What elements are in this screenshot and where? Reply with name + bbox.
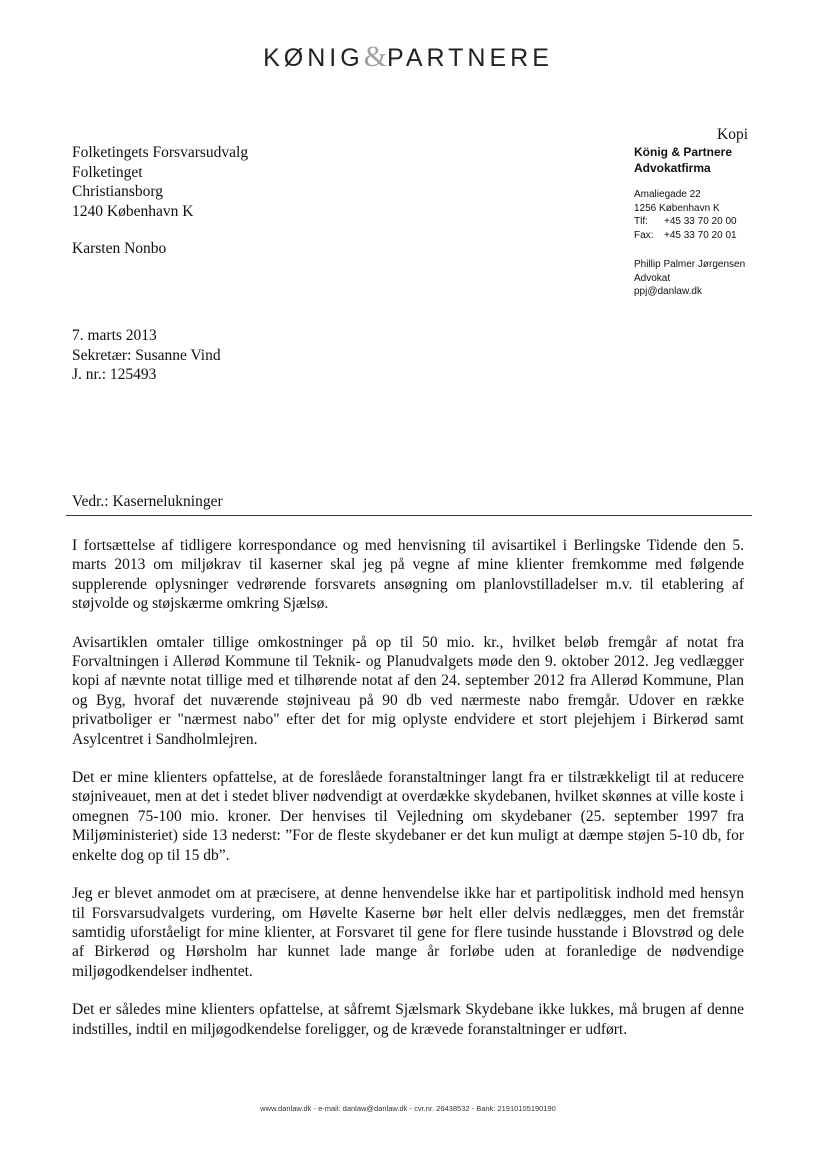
body-paragraph: Avisartiklen omtaler tillige omkostninger på op til 50 mio. kr., hvilket beløb fremgår af notat fra Forvaltningen i Allerød Kommune til Teknik- og Planudvalgets møde den 9. oktober 2012. Jeg vedlægger kopi af nævnte notat tillige med et tilhørende notat af den 24. september 2012 fra Allerød Kommune, Plan og Byg, hvoraf det nuværende støjniveau på 90 db ved nærmeste nabo fremgår. Udover en række privatboliger er "nærmest nabo" efter det for mig oplyste endvidere et stort plejehjem i Birkerød samt Asylcentret i Sandholmlejren. bbox=[72, 633, 744, 748]
body-paragraph: Det er således mine klienters opfattelse, at såfremt Sjælsmark Skydebane ikke lukkes, må brugen af denne indstilles, indtil en miljøgodkendelse foreligger, og de krævede foranstaltninger er udført. bbox=[72, 1001, 744, 1038]
letter-journal-number: J. nr.: 125493 bbox=[72, 366, 157, 383]
page-footer: www.danlaw.dk - e-mail: danlaw@danlaw.dk - cvr.nr. 26438532 - Bank: 21910105190190 bbox=[260, 1104, 556, 1113]
firm-type: Advokatfirma bbox=[634, 161, 711, 175]
body-paragraph: I fortsættelse af tidligere korrespondance og med henvisning til avisartikel i Berlingske Tidende den 5. marts 2013 om miljøkrav til kaserner skal jeg på vegne af mine klienter fremkomme med følgende supplerende oplysninger vedrørende forsvarets ansøgning om planlovstilladelser m.v. til etablering af støjvolde og støjskærme omkring Sjælsø. bbox=[72, 537, 744, 613]
fax-label: Fax: bbox=[634, 229, 654, 241]
letter-secretary: Sekretær: Susanne Vind bbox=[72, 346, 221, 364]
firm-city: 1256 København K bbox=[634, 202, 720, 214]
body-paragraph: Jeg er blevet anmodet om at præcisere, at denne henvendelse ikke har et partipolitisk indhold med hensyn til Forsvarsudvalgets vurdering, om Høvelte Kaserne bør helt eller delvis nedlægges, men det fremstår samtidig uforståeligt for mine klienter, at Forsvaret til gene for flere tusinde husstande i Blovstrød og dele af Birkerød og Hørsholm har kunnet lade mange år forløbe uden at foranledige de nødvendige miljøgodkendelser indhentet. bbox=[72, 885, 744, 980]
phone-number: +45 33 70 20 00 bbox=[664, 216, 737, 227]
sender-person: Phillip Palmer Jørgensen bbox=[634, 259, 746, 270]
letter-body bbox=[72, 536, 744, 1058]
phone-label: Tlf: bbox=[634, 216, 648, 227]
fax-number: +45 33 70 20 01 bbox=[664, 229, 737, 241]
logo-right: PARTNERE bbox=[387, 44, 553, 72]
letter-date: 7. marts 2013 bbox=[72, 327, 157, 344]
firm-phone bbox=[634, 215, 745, 229]
firm-street: Amaliegade 22 bbox=[634, 189, 701, 200]
sender-block bbox=[634, 144, 745, 299]
subject-divider bbox=[66, 515, 752, 516]
recipient-line: Folketingets Forsvarsudvalg bbox=[72, 144, 249, 161]
letter-subject: Vedr.: Kasernelukninger bbox=[72, 493, 223, 510]
sender-email: ppj@danlaw.dk bbox=[634, 286, 702, 297]
recipient-line: Folketinget bbox=[72, 163, 143, 181]
firm-fax bbox=[634, 229, 745, 243]
logo-ampersand: & bbox=[363, 40, 388, 73]
letter-meta bbox=[72, 326, 221, 385]
recipient-attention: Karsten Nonbo bbox=[72, 240, 167, 257]
recipient-line: Christiansborg bbox=[72, 183, 163, 200]
logo-left: KØNIG bbox=[263, 44, 364, 72]
firm-name: König & Partnere bbox=[634, 145, 733, 159]
copy-marker: Kopi bbox=[717, 126, 748, 143]
company-logo bbox=[0, 40, 816, 74]
sender-title: Advokat bbox=[634, 272, 671, 284]
body-paragraph: Det er mine klienters opfattelse, at de foreslåede foranstaltninger langt fra er tilstrækkeligt til at reducere støjniveauet, men at det i stedet bliver nødvendigt at overdække skydebanen, hvilket skønnes at ville koste i omegnen 75-100 mio. kroner. Der henvises til Vejledning om skydebaner (25. september 1997 fra Miljøministeriet) side 13 nederst: ”For de fleste skydebaner er det kun muligt at dæmpe støjen 5-10 db, for enkelte dog op til 15 db”. bbox=[72, 769, 744, 864]
recipient-line: 1240 København K bbox=[72, 202, 194, 220]
recipient-address bbox=[72, 143, 248, 221]
